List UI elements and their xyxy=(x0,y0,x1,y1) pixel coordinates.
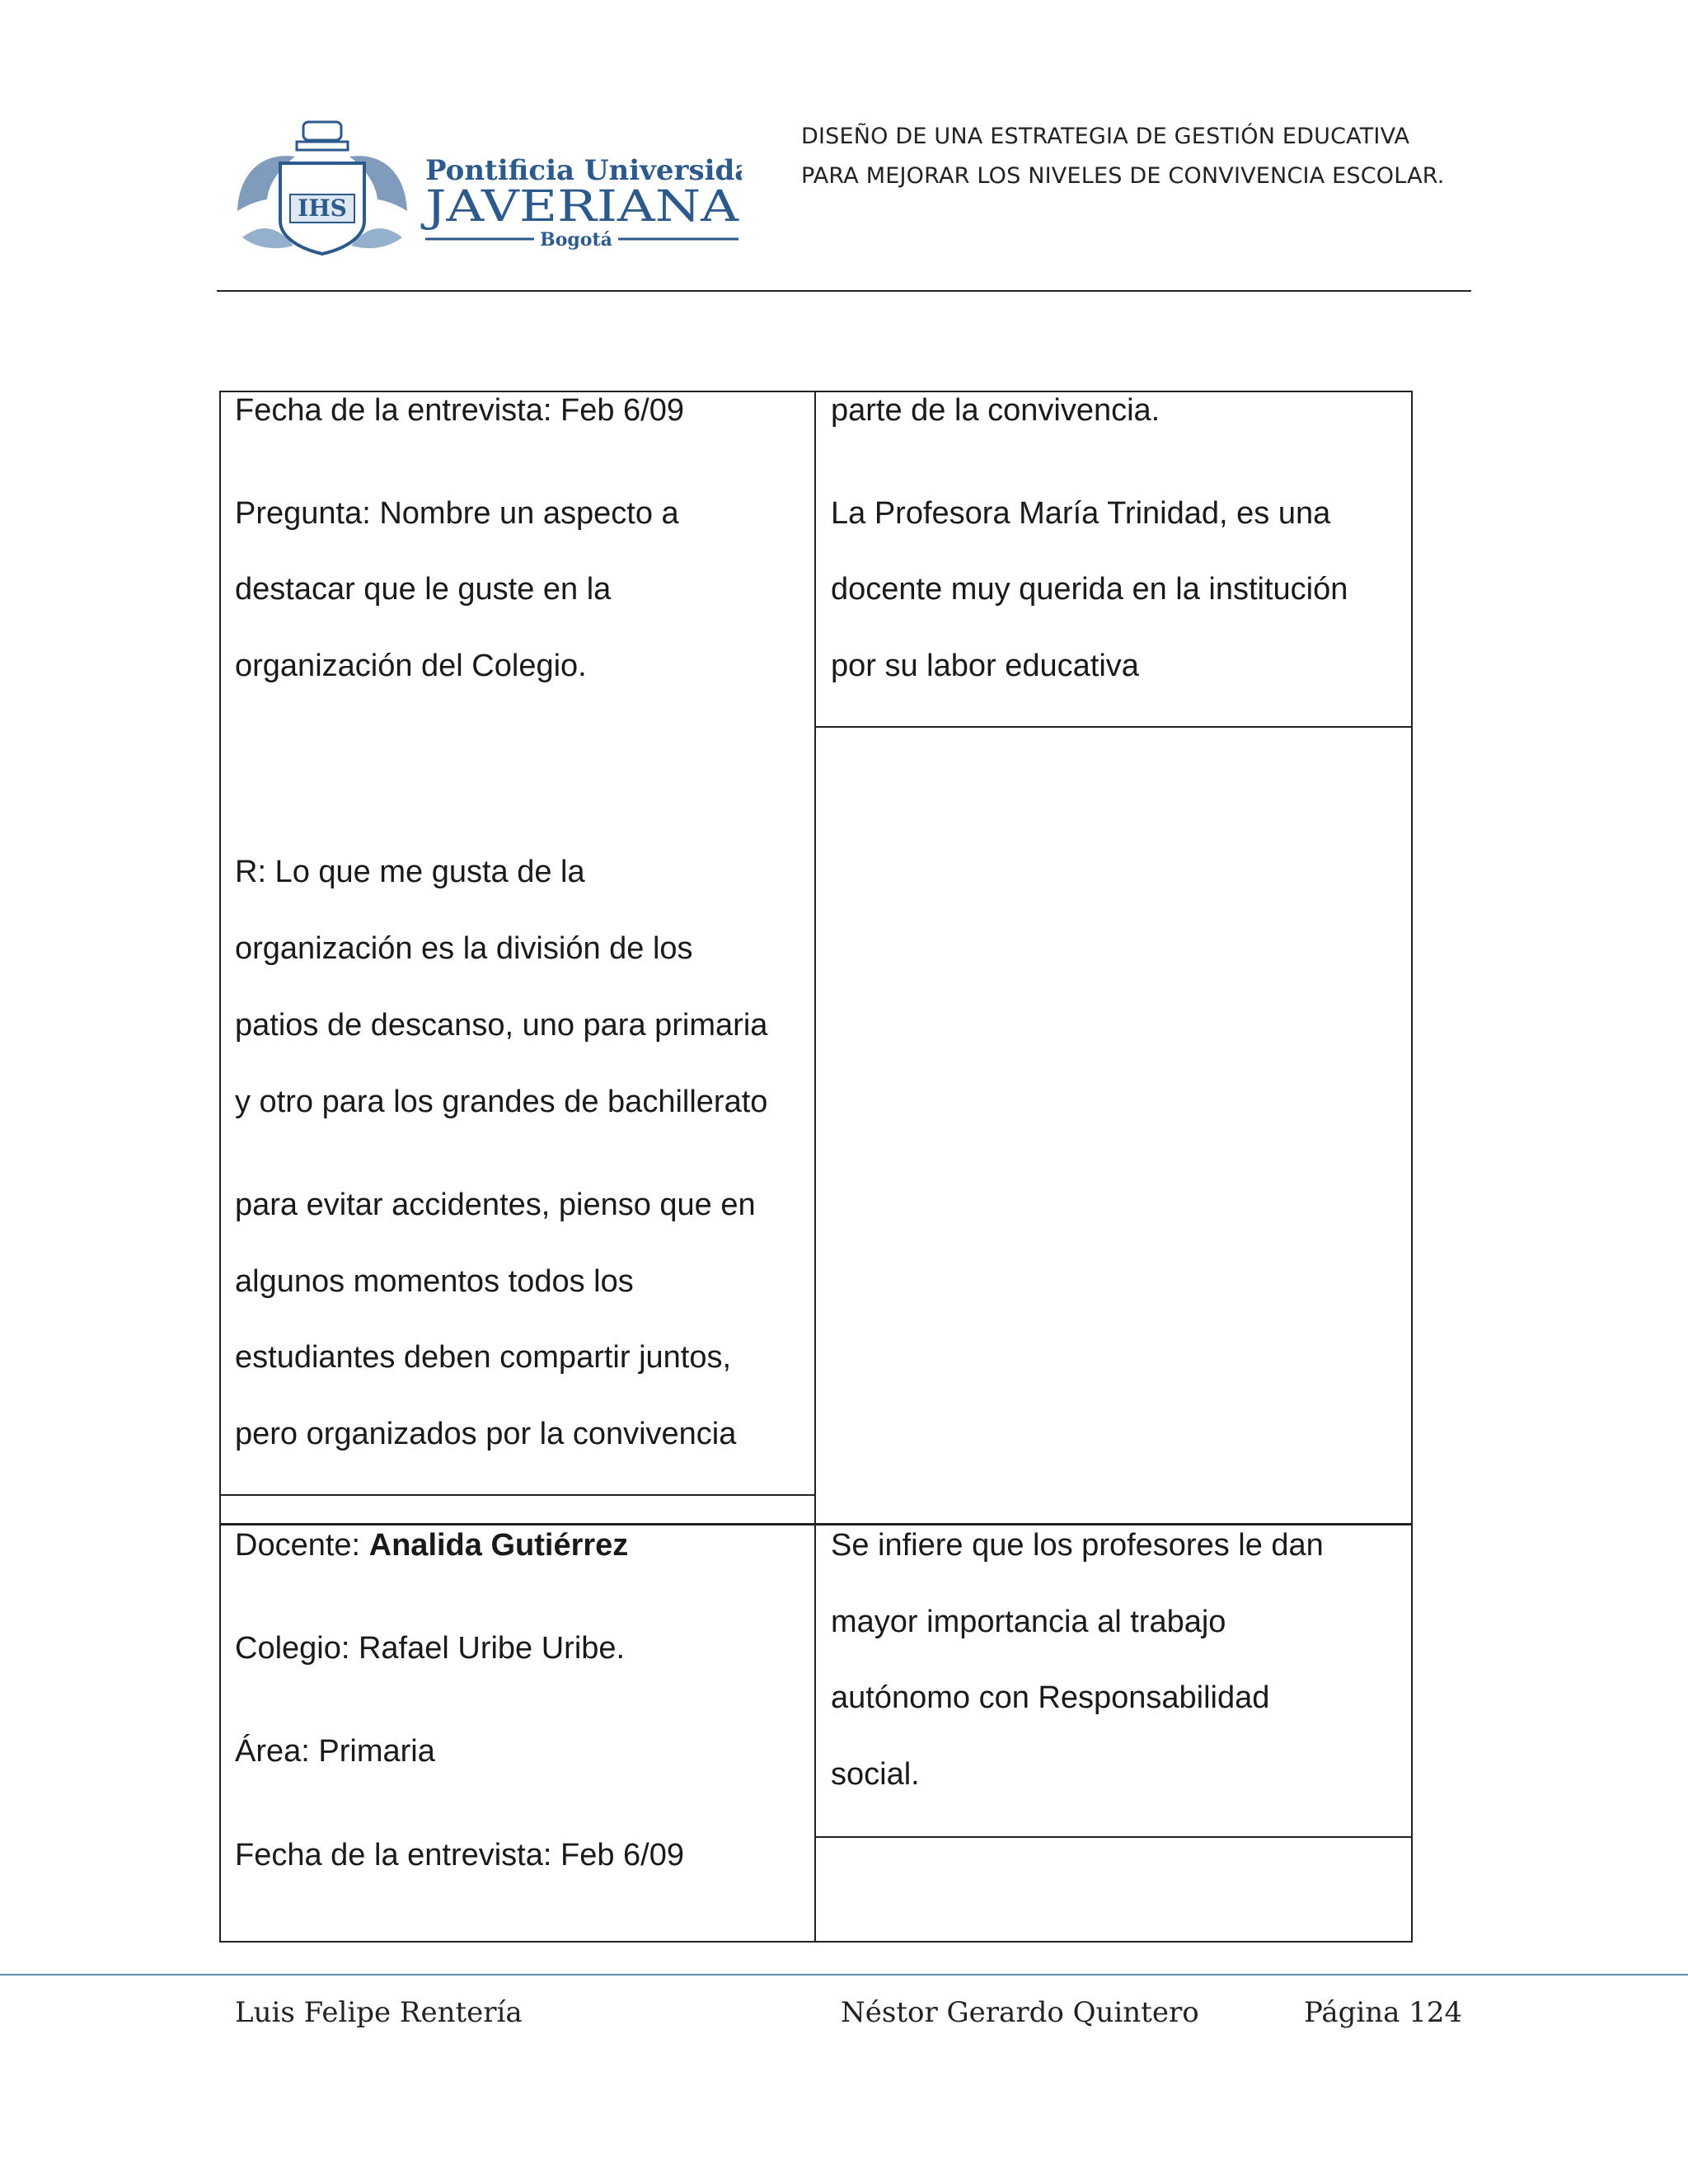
row2-right-line: Se infiere que los profesores le dan xyxy=(831,1528,1324,1563)
row1-right-line: parte de la convivencia. xyxy=(831,393,1160,428)
docente-line xyxy=(235,1528,628,1563)
row1-left-line: Fecha de la entrevista: Feb 6/09 xyxy=(235,393,684,428)
logo-line1: Pontificia Universidad xyxy=(425,154,742,187)
table-border-top xyxy=(219,391,1413,392)
row1-left-line: algunos momentos todos los xyxy=(235,1264,634,1299)
header-title-line1: DISEÑO DE UNA ESTRATEGIA DE GESTIÓN EDUCATIVA xyxy=(801,124,1410,149)
table-border-right xyxy=(1411,391,1413,1943)
row1-left-line: patios de descanso, uno para primaria xyxy=(235,1008,768,1043)
left-cell-divider xyxy=(219,1494,816,1496)
row1-left-line: pero organizados por la convivencia xyxy=(235,1417,737,1451)
row2-right-line: mayor importancia al trabajo xyxy=(831,1605,1226,1639)
right-cell-divider-2 xyxy=(814,1836,1413,1838)
row1-left-line: y otro para los grandes de bachillerato xyxy=(235,1085,768,1119)
javeriana-seal-icon xyxy=(231,114,742,260)
right-cell-divider-1 xyxy=(814,726,1413,728)
area-line: Área: Primaria xyxy=(235,1734,435,1769)
row-divider xyxy=(219,1523,1413,1526)
row1-left-line: organización del Colegio. xyxy=(235,649,587,683)
row1-left-line: estudiantes deben compartir juntos, xyxy=(235,1340,732,1375)
row1-right-line: docente muy querida en la institución xyxy=(831,572,1348,607)
fecha-line: Fecha de la entrevista: Feb 6/09 xyxy=(235,1838,684,1872)
row1-left-line: R: Lo que me gusta de la xyxy=(235,855,585,889)
row2-right-line: social. xyxy=(831,1757,920,1792)
logo-line3: Bogotá xyxy=(540,229,612,251)
footer-page-number: Página 124 xyxy=(1304,1996,1463,2029)
footer-author1: Luis Felipe Rentería xyxy=(235,1996,523,2029)
row1-right-line: por su labor educativa xyxy=(831,649,1139,683)
docente-name: Analida Gutiérrez xyxy=(368,1528,629,1563)
table-border-bottom xyxy=(219,1941,1413,1943)
seal-text: IHS xyxy=(298,194,347,222)
table-border-left xyxy=(219,391,221,1943)
university-logo xyxy=(231,114,742,260)
row1-left-line: organización es la división de los xyxy=(235,931,693,966)
logo-line2: JAVERIANA xyxy=(420,182,740,232)
footer-author2: Néstor Gerardo Quintero xyxy=(841,1996,1199,2029)
row1-left-line: destacar que le guste en la xyxy=(235,572,612,607)
row2-right-line: autónomo con Responsabilidad xyxy=(831,1680,1270,1715)
row1-right-line: La Profesora María Trinidad, es una xyxy=(831,496,1331,531)
header-divider xyxy=(217,290,1471,292)
colegio-line: Colegio: Rafael Uribe Uribe. xyxy=(235,1631,626,1666)
table-column-divider xyxy=(814,391,816,1943)
row1-left-line: para evitar accidentes, pienso que en xyxy=(235,1188,756,1222)
row1-left-line: Pregunta: Nombre un aspecto a xyxy=(235,496,679,531)
interview-table xyxy=(219,391,1413,1943)
footer-divider xyxy=(0,1974,1688,1975)
document-header-title xyxy=(801,117,1445,196)
header-title-line2: PARA MEJORAR LOS NIVELES DE CONVIVENCIA ESCOLAR. xyxy=(801,163,1445,189)
docente-label: Docente: xyxy=(235,1528,369,1563)
